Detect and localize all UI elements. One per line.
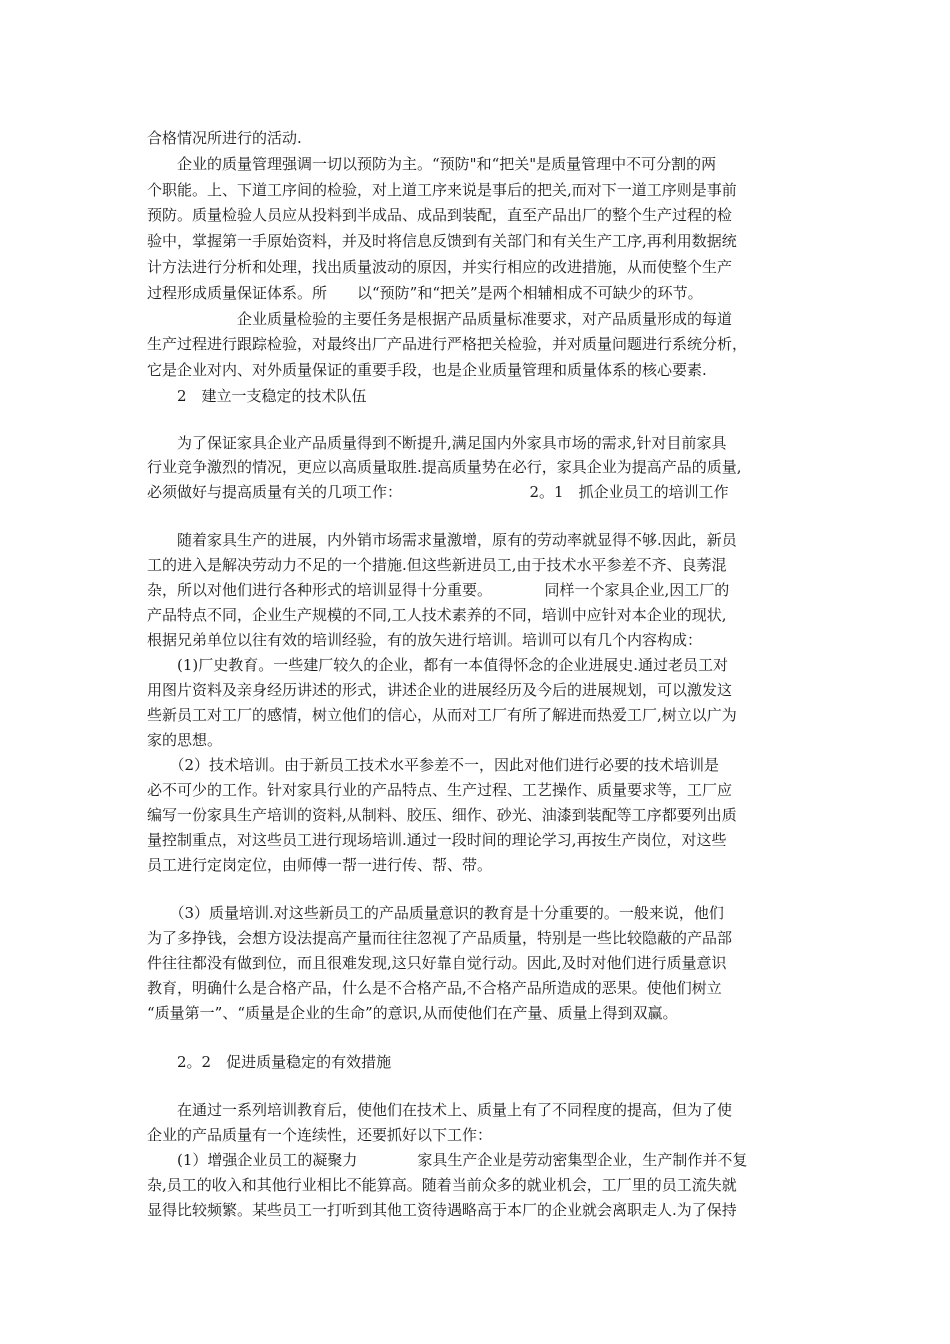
text-line: (1)厂史教育。一些建厂较久的企业，都有一本值得怀念的企业进展史.通过老员工对 [147, 656, 729, 674]
text-line: （3）质量培训.对这些新员工的产品质量意识的教育是十分重要的。一般来说，他们 [147, 904, 724, 922]
text-line: 在通过一系列培训教育后，使他们在技术上、质量上有了不同程度的提高，但为了使 [147, 1101, 733, 1119]
text-line: 工的进入是解决劳动力不足的一个措施.但这些新进员工,由于技术水平参差不齐、良莠混 [147, 556, 727, 574]
text-line: （2）技术培训。由于新员工技术水平参差不一，因此对他们进行必要的技术培训是 [147, 756, 720, 774]
text-line: 个职能。上、下道工序间的检验，对上道工序来说是事后的把关,而对下一道工序则是事前 [147, 181, 737, 199]
text-line: (1）增强企业员工的凝聚力 家具生产企业是劳动密集型企业，生产制作并不复 [147, 1151, 748, 1169]
text-line: 合格情况所进行的活动. [147, 129, 302, 147]
text-line: 企业质量检验的主要任务是根据产品质量标准要求，对产品质量形成的每道 [147, 310, 733, 328]
text-line: 员工进行定岗定位，由师傅一帮一进行传、帮、带。 [147, 856, 493, 874]
section-heading: 2。2 促进质量稳定的有效措施 [147, 1053, 392, 1071]
text-line: 必须做好与提高质量有关的几项工作： 2。1 抓企业员工的培训工作 [147, 483, 729, 501]
text-line: “质量第一”、“质量是企业的生命”的意识,从而使他们在产量、质量上得到双赢。 [147, 1004, 678, 1022]
text-line: 杂,员工的收入和其他行业相比不能算高。随着当前众多的就业机会，工厂里的员工流失就 [147, 1176, 737, 1194]
text-line: 计方法进行分析和处理，找出质量波动的原因，并实行相应的改进措施，从而使整个生产 [147, 258, 733, 276]
text-line: 教育，明确什么是合格产品，什么是不合格产品,不合格产品所造成的恶果。使他们树立 [147, 979, 722, 997]
text-line: 验中，掌握第一手原始资料，并及时将信息反馈到有关部门和有关生产工序,再利用数据统 [147, 232, 737, 250]
text-line: 企业的质量管理强调一切以预防为主。“预防"和“把关"是质量管理中不可分割的两 [147, 155, 717, 173]
section-heading: 2 建立一支稳定的技术队伍 [147, 387, 367, 405]
text-line: 杂，所以对他们进行各种形式的培训显得十分重要。 同样一个家具企业,因工厂的 [147, 581, 730, 599]
text-line: 行业竞争激烈的情况，更应以高质量取胜.提高质量势在必行，家具企业为提高产品的质量, [147, 458, 742, 476]
text-line: 量控制重点，对这些员工进行现场培训.通过一段时间的理论学习,再按生产岗位，对这些 [147, 831, 727, 849]
text-line: 编写一份家具生产培训的资料,从制料、胶压、细作、砂光、油漆到装配等工序都要列出质 [147, 806, 737, 824]
text-line: 产品特点不同，企业生产规模的不同,工人技术素养的不同，培训中应针对本企业的现状, [147, 606, 727, 624]
text-line: 家的思想。 [147, 731, 223, 749]
text-line: 企业的产品质量有一个连续性，还要抓好以下工作： [147, 1126, 493, 1144]
text-line: 根据兄弟单位以往有效的培训经验，有的放矢进行培训。培训可以有几个内容构成： [147, 631, 703, 649]
text-line: 过程形成质量保证体系。所 以“预防”和“把关”是两个相辅相成不可缺少的环节。 [147, 284, 703, 302]
text-line: 显得比较频繁。某些员工一打听到其他工资待遇略高于本厂的企业就会离职走人.为了保持 [147, 1201, 737, 1219]
text-line: 它是企业对内、对外质量保证的重要手段，也是企业质量管理和质量体系的核心要素. [147, 361, 707, 379]
text-line: 些新员工对工厂的感情，树立他们的信心，从而对工厂有所了解进而热爱工厂,树立以广为 [147, 706, 737, 724]
text-line: 随着家具生产的进展，内外销市场需求量激增，原有的劳动率就显得不够.因此，新员 [147, 531, 737, 549]
text-line: 生产过程进行跟踪检验，对最终出厂产品进行严格把关检验，并对质量问题进行系统分析， [147, 335, 748, 353]
text-line: 为了保证家具企业产品质量得到不断提升,满足国内外家具市场的需求,针对目前家具 [147, 434, 727, 452]
text-line: 为了多挣钱，会想方设法提高产量而往往忽视了产品质量，特别是一些比较隐蔽的产品部 [147, 929, 733, 947]
text-line: 用图片资料及亲身经历讲述的形式，讲述企业的进展经历及今后的进展规划，可以激发这 [147, 681, 733, 699]
text-line: 必不可少的工作。针对家具行业的产品特点、生产过程、工艺操作、质量要求等，工厂应 [147, 781, 733, 799]
text-line: 件往往都没有做到位，而且很难发现,这只好靠自觉行动。因此,及时对他们进行质量意识 [147, 954, 727, 972]
text-line: 预防。质量检验人员应从投料到半成品、成品到装配，直至产品出厂的整个生产过程的检 [147, 206, 733, 224]
